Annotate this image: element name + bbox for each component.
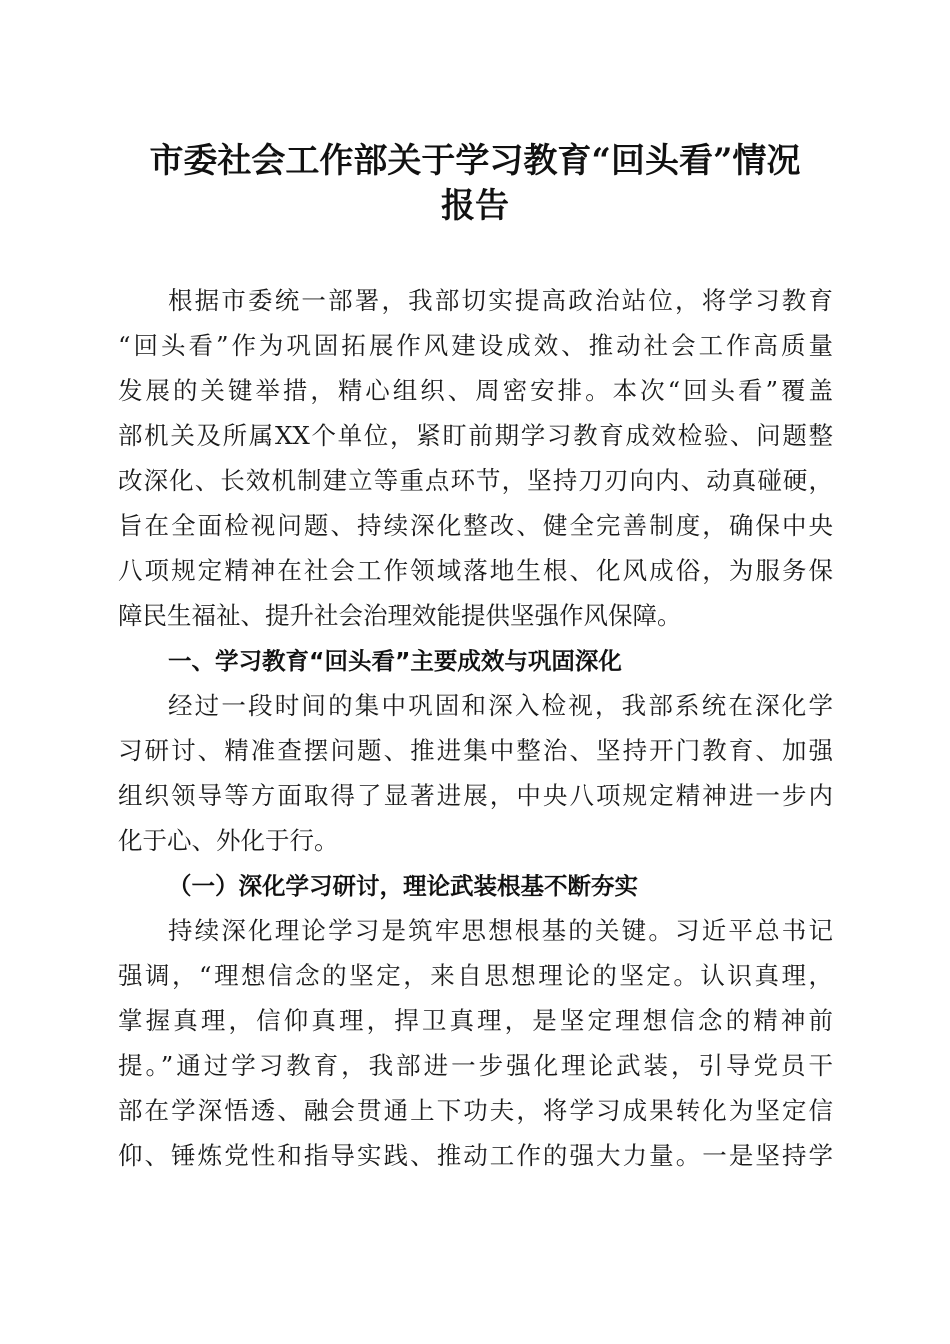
paragraph-line: 组织领导等方面取得了显著进展，中央八项规定精神进一步内 <box>118 781 833 810</box>
paragraph-line: 提。”通过学习教育，我部进一步强化理论武装，引导党员干 <box>118 1051 833 1080</box>
paragraph-line: 部在学深悟透、融会贯通上下功夫，将学习成果转化为坚定信 <box>118 1096 833 1125</box>
paragraph-line: 仰、锤炼党性和指导实践、推动工作的强大力量。一是坚持学 <box>118 1141 833 1170</box>
paragraph-line: 旨在全面检视问题、持续深化整改、健全完善制度，确保中央 <box>118 511 833 540</box>
paragraph-line: 部机关及所属XX个单位，紧盯前期学习教育成效检验、问题整 <box>118 421 833 450</box>
document-title-line-2: 报告 <box>441 186 509 226</box>
subsection-heading: （一）深化学习研讨，理论武装根基不断夯实 <box>168 872 638 900</box>
paragraph-line: 强调，“理想信念的坚定，来自思想理论的坚定。认识真理， <box>118 961 833 990</box>
paragraph-line: 发展的关键举措，精心组织、周密安排。本次“回头看”覆盖 <box>118 376 833 405</box>
paragraph-line: 根据市委统一部署，我部切实提高政治站位，将学习教育 <box>168 286 833 315</box>
section-heading: 一、学习教育“回头看”主要成效与巩固深化 <box>168 647 622 675</box>
paragraph-line: 持续深化理论学习是筑牢思想根基的关键。习近平总书记 <box>168 916 833 945</box>
document-title-line-1: 市委社会工作部关于学习教育“回头看”情况 <box>149 141 801 181</box>
paragraph-line: 障民生福祉、提升社会治理效能提供坚强作风保障。 <box>118 601 682 630</box>
paragraph-line: “回头看”作为巩固拓展作风建设成效、推动社会工作高质量 <box>118 331 833 360</box>
paragraph-line: 掌握真理，信仰真理，捍卫真理，是坚定理想信念的精神前 <box>118 1006 833 1035</box>
paragraph-line: 八项规定精神在社会工作领域落地生根、化风成俗，为服务保 <box>118 556 833 585</box>
paragraph-line: 习研讨、精准查摆问题、推进集中整治、坚持开门教育、加强 <box>118 736 833 765</box>
paragraph-line: 经过一段时间的集中巩固和深入检视，我部系统在深化学 <box>168 691 833 720</box>
document-body <box>118 282 833 1182</box>
paragraph-line: 改深化、长效机制建立等重点环节，坚持刀刃向内、动真碰硬， <box>118 466 833 495</box>
paragraph-line: 化于心、外化于行。 <box>118 826 339 855</box>
